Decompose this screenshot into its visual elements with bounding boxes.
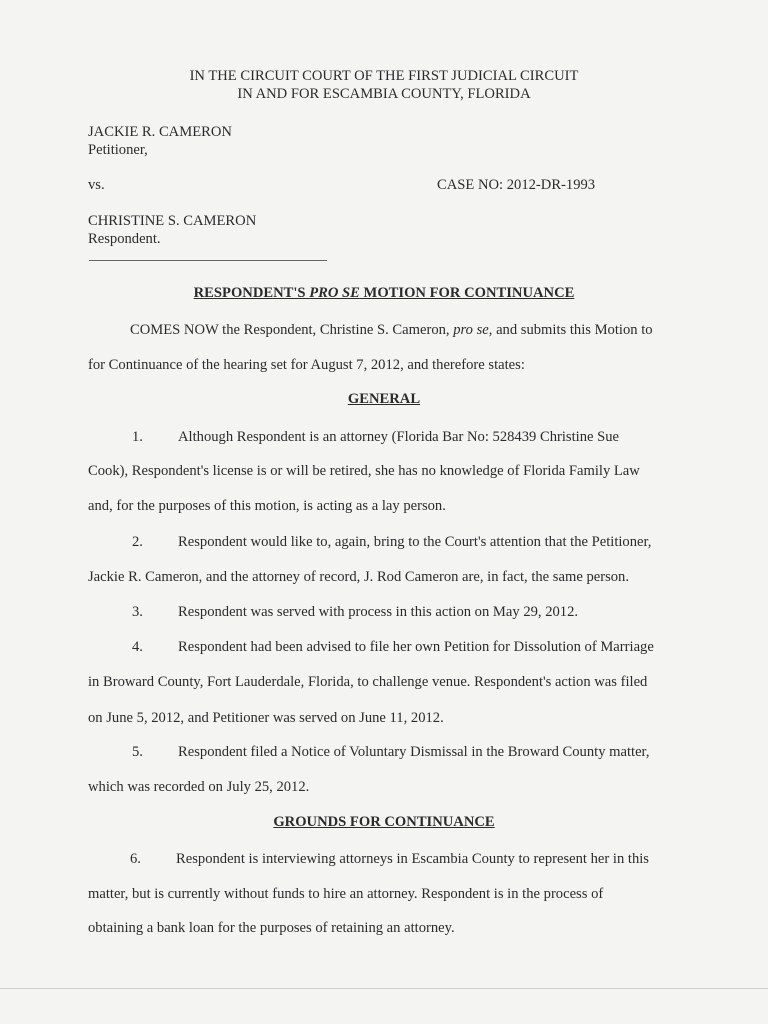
caption-divider [89,260,327,261]
paragraph-5-line1: Respondent filed a Notice of Voluntary Dismissal in the Broward County matter, [178,744,650,760]
intro-line1-text: COMES NOW the Respondent, Christine S. Cameron, [130,322,454,338]
paragraph-4-line1: Respondent had been advised to file her own Petition for Dissolution of Marriage [178,639,654,655]
paragraph-3-line1: Respondent was served with process in this action on May 29, 2012. [178,604,579,620]
paragraph-4-number: 4. [132,639,143,655]
court-header-line1: IN THE CIRCUIT COURT OF THE FIRST JUDICIAL CIRCUIT [189,68,579,84]
paragraph-2-line1: Respondent would like to, again, bring to the Court's attention that the Petitioner, [178,534,652,550]
paragraph-6-number: 6. [130,851,141,867]
paragraph-5-line2: which was recorded on July 25, 2012. [88,779,310,795]
petitioner-role: Petitioner, [88,142,148,158]
paragraph-1-line3: and, for the purposes of this motion, is acting as a lay person. [88,498,446,514]
page-bottom-edge [0,988,768,989]
court-header-line2: IN AND FOR ESCAMBIA COUNTY, FLORIDA [237,86,531,102]
paragraph-4-line2: in Broward County, Fort Lauderdale, Florida, to challenge venue. Respondent's action was filed [88,674,648,690]
motion-title-italic: PRO SE [309,285,360,301]
paragraph-1-number: 1. [132,429,143,445]
case-number: CASE NO: 2012-DR-1993 [437,177,596,193]
respondent-name: CHRISTINE S. CAMERON [88,213,257,229]
petitioner-name: JACKIE R. CAMERON [88,124,232,140]
versus-label: vs. [88,177,105,193]
paragraph-6-line3: obtaining a bank loan for the purposes of retaining an attorney. [88,920,455,936]
intro-line2: for Continuance of the hearing set for August 7, 2012, and therefore states: [88,357,525,373]
paragraph-1-line1: Although Respondent is an attorney (Florida Bar No: 528439 Christine Sue [178,429,620,445]
motion-title-part2: MOTION FOR CONTINUANCE [359,285,575,301]
paragraph-2-line2: Jackie R. Cameron, and the attorney of record, J. Rod Cameron are, in fact, the same person. [88,569,630,585]
intro-pro-se: pro se [453,322,489,338]
motion-title-part1: RESPONDENT'S [193,285,310,301]
respondent-role: Respondent. [88,231,161,247]
paragraph-4-line3: on June 5, 2012, and Petitioner was served on June 11, 2012. [88,710,444,726]
paragraph-3-number: 3. [132,604,143,620]
intro-line1-end: , and submits this Motion to [488,322,653,338]
paragraph-1-line2: Cook), Respondent's license is or will be retired, she has no knowledge of Florida Family Law [88,463,640,479]
intro-line1 [130,321,653,339]
motion-title [0,284,768,302]
paragraph-5-number: 5. [132,744,143,760]
section-general-heading: GENERAL [347,391,421,407]
section-grounds-heading: GROUNDS FOR CONTINUANCE [273,814,495,830]
paragraph-6-line1: Respondent is interviewing attorneys in Escambia County to represent her in this [176,851,649,867]
paragraph-2-number: 2. [132,534,143,550]
paragraph-6-line2: matter, but is currently without funds to hire an attorney. Respondent is in the process of [88,886,604,902]
